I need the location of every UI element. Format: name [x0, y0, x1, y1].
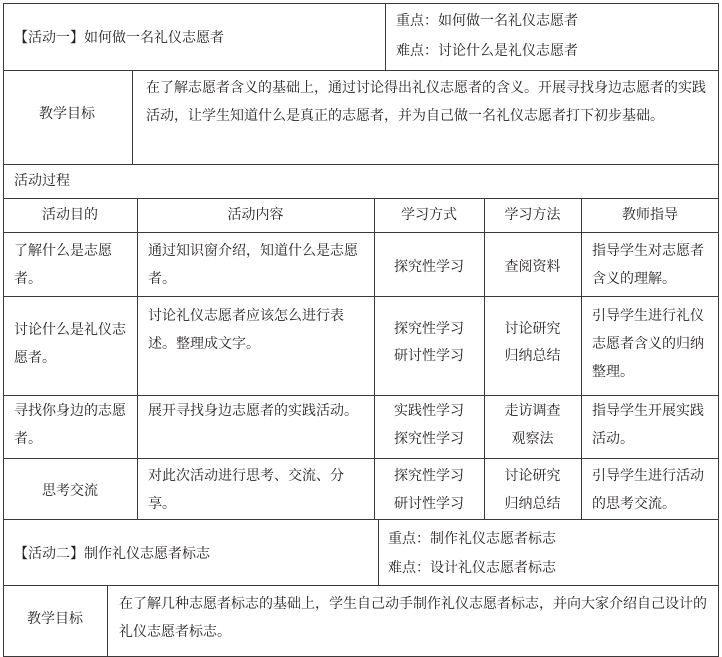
row2-guide: 引导学生进行礼仪志愿者含义的归纳整理。: [592, 308, 704, 380]
activity2-goal-text: 在了解几种志愿者标志的基础上，学生自己动手制作礼仪志愿者标志，并向大家介绍自己设计的礼仪志愿者标志。: [119, 596, 707, 640]
row4-guide: 引导学生进行活动的思考交流。: [592, 468, 704, 512]
activity2-goal-label: 教学目标: [27, 611, 83, 627]
row1-guide: 指导学生对志愿者含义的理解。: [592, 243, 704, 287]
table-header-method: 学习方法: [504, 207, 561, 223]
row4-method: 讨论研究 归纳总结: [504, 468, 561, 512]
row4-content: 对此次活动进行思考、交流、分享。: [148, 468, 344, 512]
row2-mode: 探究性学习 研讨性学习: [394, 321, 464, 364]
activity1-process-label: 活动过程: [14, 173, 70, 189]
row3-purpose: 寻找你身边的志愿者。: [14, 403, 126, 447]
row1-content: 通过知识窗介绍，知道什么是志愿者。: [148, 243, 358, 287]
activity1-title: 【活动一】如何做一名礼仪志愿者: [14, 30, 224, 46]
activity1-goal-text: 在了解志愿者含义的基础上，通过讨论得出礼仪志愿者的含义。开展寻找身边志愿者的实践活动，让学生知道什么是真正的志愿者，并为自己做一名礼仪志愿者打下初步基础。: [146, 80, 706, 124]
table-header-guide: 教师指导: [622, 207, 678, 223]
row4-mode: 探究性学习 研讨性学习: [394, 468, 464, 512]
row3-guide: 指导学生开展实践活动。: [592, 403, 704, 447]
row4-purpose: 思考交流: [42, 483, 98, 499]
row1-purpose: 了解什么是志愿者。: [14, 243, 112, 287]
activity1-goal-label: 教学目标: [39, 106, 95, 122]
row3-mode: 实践性学习 探究性学习: [394, 403, 464, 447]
activity2-difficult-point: 难点：设计礼仪志愿者标志: [388, 560, 556, 576]
table-header-purpose: 活动目的: [42, 207, 98, 223]
table-header-mode: 学习方式: [401, 207, 457, 223]
row2-method: 讨论研究 归纳总结: [504, 321, 561, 364]
activity2-key-point: 重点：制作礼仪志愿者标志: [388, 531, 556, 547]
activity1-key-point: 重点：如何做一名礼仪志愿者: [396, 13, 578, 29]
row1-mode: 探究性学习: [394, 259, 464, 275]
activity1-difficult-point: 难点：讨论什么是礼仪志愿者: [396, 43, 578, 59]
activity2-title: 【活动二】制作礼仪志愿者标志: [14, 546, 210, 562]
row2-content: 讨论礼仪志愿者应该怎么进行表述。整理成文字。: [148, 308, 344, 352]
row3-method: 走访调查 观察法: [504, 403, 561, 447]
row2-purpose: 讨论什么是礼仪志愿者。: [14, 322, 126, 366]
row3-content: 展开寻找身边志愿者的实践活动。: [148, 403, 358, 419]
row1-method: 查阅资料: [504, 259, 561, 275]
table-header-content: 活动内容: [227, 207, 284, 223]
